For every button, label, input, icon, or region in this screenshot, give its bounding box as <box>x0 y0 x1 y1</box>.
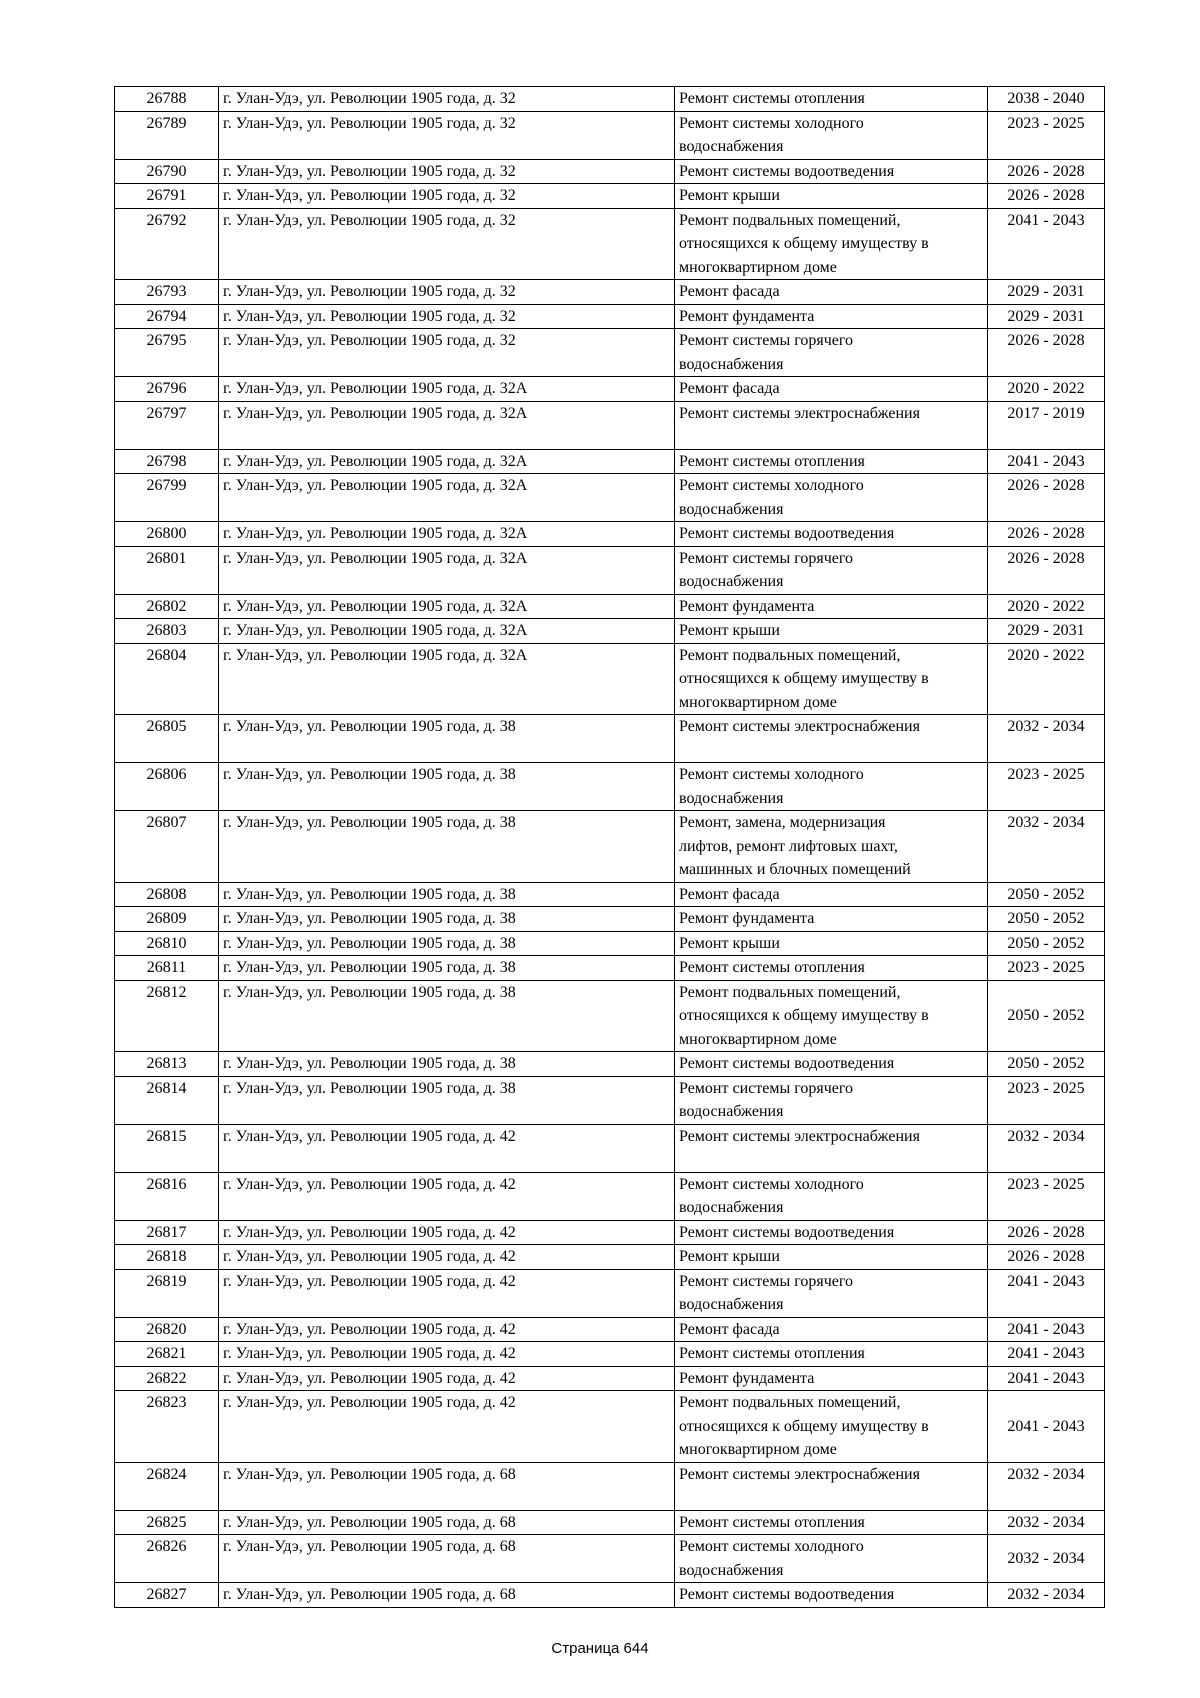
row-address: г. Улан-Удэ, ул. Революции 1905 года, д. 42 <box>219 1220 675 1245</box>
row-number: 26818 <box>115 1245 219 1270</box>
row-number: 26823 <box>115 1391 219 1463</box>
row-work-type: Ремонт крыши <box>675 1245 988 1270</box>
row-period: 2032 - 2034 <box>988 715 1105 763</box>
table-row <box>115 594 1105 619</box>
row-number: 26815 <box>115 1124 219 1172</box>
row-period: 2032 - 2034 <box>988 1583 1105 1608</box>
row-number: 26790 <box>115 159 219 184</box>
row-address: г. Улан-Удэ, ул. Революции 1905 года, д. 32 <box>219 280 675 305</box>
row-work-type: Ремонт фасада <box>675 882 988 907</box>
row-number: 26798 <box>115 449 219 474</box>
row-address: г. Улан-Удэ, ул. Революции 1905 года, д. 68 <box>219 1535 675 1583</box>
table-row <box>115 1172 1105 1220</box>
row-number: 26796 <box>115 377 219 402</box>
table-row <box>115 1366 1105 1391</box>
row-number: 26791 <box>115 184 219 209</box>
row-address: г. Улан-Удэ, ул. Революции 1905 года, д. 32А <box>219 474 675 522</box>
row-address: г. Улан-Удэ, ул. Революции 1905 года, д. 32А <box>219 449 675 474</box>
row-work-type: Ремонт системы водоотведения <box>675 1583 988 1608</box>
row-address: г. Улан-Удэ, ул. Революции 1905 года, д. 38 <box>219 763 675 811</box>
row-address: г. Улан-Удэ, ул. Революции 1905 года, д. 32А <box>219 594 675 619</box>
row-number: 26801 <box>115 546 219 594</box>
row-number: 26792 <box>115 208 219 280</box>
row-period: 2050 - 2052 <box>988 1052 1105 1077</box>
row-work-type: Ремонт системы холодного водоснабжения <box>675 1535 988 1583</box>
row-period: 2026 - 2028 <box>988 159 1105 184</box>
row-address: г. Улан-Удэ, ул. Революции 1905 года, д. 38 <box>219 907 675 932</box>
row-period: 2026 - 2028 <box>988 474 1105 522</box>
row-number: 26808 <box>115 882 219 907</box>
table-row <box>115 882 1105 907</box>
row-address: г. Улан-Удэ, ул. Революции 1905 года, д. 32А <box>219 546 675 594</box>
row-address: г. Улан-Удэ, ул. Революции 1905 года, д. 38 <box>219 1052 675 1077</box>
row-period: 2050 - 2052 <box>988 907 1105 932</box>
table-row <box>115 907 1105 932</box>
row-period: 2020 - 2022 <box>988 377 1105 402</box>
row-work-type: Ремонт крыши <box>675 619 988 644</box>
row-work-type: Ремонт системы горячего водоснабжения <box>675 1076 988 1124</box>
row-period: 2026 - 2028 <box>988 522 1105 547</box>
row-number: 26811 <box>115 956 219 981</box>
row-work-type: Ремонт системы водоотведения <box>675 1052 988 1077</box>
row-work-type: Ремонт подвальных помещений, относящихся к общему имуществу в многоквартирном доме <box>675 208 988 280</box>
row-address: г. Улан-Удэ, ул. Революции 1905 года, д. 38 <box>219 715 675 763</box>
row-address: г. Улан-Удэ, ул. Революции 1905 года, д. 68 <box>219 1462 675 1510</box>
row-number: 26788 <box>115 87 219 112</box>
row-period: 2029 - 2031 <box>988 304 1105 329</box>
row-address: г. Улан-Удэ, ул. Революции 1905 года, д. 38 <box>219 931 675 956</box>
table-row <box>115 377 1105 402</box>
row-period: 2026 - 2028 <box>988 184 1105 209</box>
row-number: 26799 <box>115 474 219 522</box>
row-work-type: Ремонт фасада <box>675 1317 988 1342</box>
table-row <box>115 159 1105 184</box>
row-work-type: Ремонт фасада <box>675 280 988 305</box>
row-period: 2041 - 2043 <box>988 1391 1105 1463</box>
row-number: 26793 <box>115 280 219 305</box>
row-number: 26814 <box>115 1076 219 1124</box>
table-row <box>115 1220 1105 1245</box>
table-row <box>115 401 1105 449</box>
row-number: 26805 <box>115 715 219 763</box>
row-work-type: Ремонт системы отопления <box>675 1342 988 1367</box>
row-number: 26809 <box>115 907 219 932</box>
row-number: 26820 <box>115 1317 219 1342</box>
row-period: 2041 - 2043 <box>988 208 1105 280</box>
row-period: 2023 - 2025 <box>988 111 1105 159</box>
row-address: г. Улан-Удэ, ул. Революции 1905 года, д. 32А <box>219 643 675 715</box>
row-address: г. Улан-Удэ, ул. Революции 1905 года, д. 38 <box>219 882 675 907</box>
row-period: 2026 - 2028 <box>988 329 1105 377</box>
row-period: 2017 - 2019 <box>988 401 1105 449</box>
row-work-type: Ремонт системы холодного водоснабжения <box>675 474 988 522</box>
table-row <box>115 980 1105 1052</box>
row-number: 26813 <box>115 1052 219 1077</box>
row-address: г. Улан-Удэ, ул. Революции 1905 года, д. 32 <box>219 159 675 184</box>
row-address: г. Улан-Удэ, ул. Революции 1905 года, д. 32А <box>219 401 675 449</box>
row-work-type: Ремонт системы отопления <box>675 1510 988 1535</box>
row-work-type: Ремонт системы горячего водоснабжения <box>675 1269 988 1317</box>
table-row <box>115 1052 1105 1077</box>
row-number: 26789 <box>115 111 219 159</box>
row-period: 2029 - 2031 <box>988 619 1105 644</box>
page-number: Страница 644 <box>551 1640 649 1657</box>
row-period: 2032 - 2034 <box>988 811 1105 883</box>
row-address: г. Улан-Удэ, ул. Революции 1905 года, д. 38 <box>219 956 675 981</box>
row-work-type: Ремонт подвальных помещений, относящихся к общему имуществу в многоквартирном доме <box>675 980 988 1052</box>
row-number: 26797 <box>115 401 219 449</box>
table-body <box>115 87 1105 1608</box>
row-work-type: Ремонт системы электроснабжения <box>675 1462 988 1510</box>
row-work-type: Ремонт фундамента <box>675 594 988 619</box>
row-period: 2029 - 2031 <box>988 280 1105 305</box>
row-work-type: Ремонт системы холодного водоснабжения <box>675 1172 988 1220</box>
row-address: г. Улан-Удэ, ул. Революции 1905 года, д. 38 <box>219 980 675 1052</box>
row-work-type: Ремонт системы отопления <box>675 87 988 112</box>
row-number: 26794 <box>115 304 219 329</box>
row-period: 2041 - 2043 <box>988 1342 1105 1367</box>
row-work-type: Ремонт системы отопления <box>675 956 988 981</box>
row-work-type: Ремонт фундамента <box>675 304 988 329</box>
row-address: г. Улан-Удэ, ул. Революции 1905 года, д. 32 <box>219 111 675 159</box>
row-address: г. Улан-Удэ, ул. Революции 1905 года, д. 32А <box>219 619 675 644</box>
table-row <box>115 474 1105 522</box>
table-row <box>115 715 1105 763</box>
row-number: 26827 <box>115 1583 219 1608</box>
row-period: 2041 - 2043 <box>988 1317 1105 1342</box>
table-row <box>115 449 1105 474</box>
row-number: 26822 <box>115 1366 219 1391</box>
row-number: 26817 <box>115 1220 219 1245</box>
row-work-type: Ремонт системы горячего водоснабжения <box>675 329 988 377</box>
row-address: г. Улан-Удэ, ул. Революции 1905 года, д. 32 <box>219 329 675 377</box>
row-work-type: Ремонт крыши <box>675 184 988 209</box>
row-period: 2020 - 2022 <box>988 594 1105 619</box>
row-address: г. Улан-Удэ, ул. Революции 1905 года, д. 42 <box>219 1317 675 1342</box>
row-number: 26795 <box>115 329 219 377</box>
row-work-type: Ремонт системы водоотведения <box>675 522 988 547</box>
row-address: г. Улан-Удэ, ул. Революции 1905 года, д. 68 <box>219 1583 675 1608</box>
table-row <box>115 1269 1105 1317</box>
row-address: г. Улан-Удэ, ул. Революции 1905 года, д. 42 <box>219 1391 675 1463</box>
table-row <box>115 304 1105 329</box>
table-row <box>115 1076 1105 1124</box>
row-address: г. Улан-Удэ, ул. Революции 1905 года, д. 42 <box>219 1366 675 1391</box>
row-work-type: Ремонт фундамента <box>675 1366 988 1391</box>
table-row <box>115 1317 1105 1342</box>
row-address: г. Улан-Удэ, ул. Революции 1905 года, д. 32 <box>219 87 675 112</box>
table-row <box>115 811 1105 883</box>
table-row <box>115 522 1105 547</box>
repair-schedule-table <box>114 86 1105 1608</box>
table-row <box>115 208 1105 280</box>
row-period: 2020 - 2022 <box>988 643 1105 715</box>
table-row <box>115 956 1105 981</box>
row-work-type: Ремонт системы электроснабжения <box>675 401 988 449</box>
row-address: г. Улан-Удэ, ул. Революции 1905 года, д. 42 <box>219 1245 675 1270</box>
row-work-type: Ремонт системы горячего водоснабжения <box>675 546 988 594</box>
row-work-type: Ремонт подвальных помещений, относящихся к общему имуществу в многоквартирном доме <box>675 1391 988 1463</box>
table-row <box>115 329 1105 377</box>
row-address: г. Улан-Удэ, ул. Революции 1905 года, д. 32 <box>219 304 675 329</box>
row-address: г. Улан-Удэ, ул. Революции 1905 года, д. 38 <box>219 1076 675 1124</box>
row-address: г. Улан-Удэ, ул. Революции 1905 года, д. 42 <box>219 1342 675 1367</box>
row-number: 26804 <box>115 643 219 715</box>
row-period: 2041 - 2043 <box>988 1269 1105 1317</box>
row-period: 2050 - 2052 <box>988 931 1105 956</box>
row-work-type: Ремонт фундамента <box>675 907 988 932</box>
row-period: 2023 - 2025 <box>988 956 1105 981</box>
row-period: 2032 - 2034 <box>988 1535 1105 1583</box>
row-period: 2050 - 2052 <box>988 980 1105 1052</box>
table-row <box>115 931 1105 956</box>
row-address: г. Улан-Удэ, ул. Революции 1905 года, д. 32 <box>219 184 675 209</box>
table-row <box>115 87 1105 112</box>
row-number: 26824 <box>115 1462 219 1510</box>
row-period: 2026 - 2028 <box>988 546 1105 594</box>
row-number: 26802 <box>115 594 219 619</box>
row-period: 2026 - 2028 <box>988 1245 1105 1270</box>
table-row <box>115 546 1105 594</box>
row-work-type: Ремонт крыши <box>675 931 988 956</box>
row-period: 2038 - 2040 <box>988 87 1105 112</box>
row-period: 2023 - 2025 <box>988 1076 1105 1124</box>
row-number: 26803 <box>115 619 219 644</box>
table-row <box>115 111 1105 159</box>
row-work-type: Ремонт системы водоотведения <box>675 159 988 184</box>
row-work-type: Ремонт системы отопления <box>675 449 988 474</box>
row-period: 2041 - 2043 <box>988 1366 1105 1391</box>
row-period: 2023 - 2025 <box>988 1172 1105 1220</box>
row-number: 26807 <box>115 811 219 883</box>
row-number: 26816 <box>115 1172 219 1220</box>
row-period: 2026 - 2028 <box>988 1220 1105 1245</box>
row-period: 2041 - 2043 <box>988 449 1105 474</box>
row-work-type: Ремонт системы водоотведения <box>675 1220 988 1245</box>
table-row <box>115 1510 1105 1535</box>
row-number: 26810 <box>115 931 219 956</box>
table-row <box>115 1342 1105 1367</box>
table-row <box>115 1462 1105 1510</box>
row-number: 26821 <box>115 1342 219 1367</box>
row-work-type: Ремонт системы электроснабжения <box>675 715 988 763</box>
row-period: 2023 - 2025 <box>988 763 1105 811</box>
table-row <box>115 1535 1105 1583</box>
row-address: г. Улан-Удэ, ул. Революции 1905 года, д. 42 <box>219 1172 675 1220</box>
table-row <box>115 280 1105 305</box>
row-number: 26819 <box>115 1269 219 1317</box>
row-period: 2050 - 2052 <box>988 882 1105 907</box>
row-period: 2032 - 2034 <box>988 1124 1105 1172</box>
table-row <box>115 1124 1105 1172</box>
row-work-type: Ремонт фасада <box>675 377 988 402</box>
row-address: г. Улан-Удэ, ул. Революции 1905 года, д. 32 <box>219 208 675 280</box>
row-work-type: Ремонт системы холодного водоснабжения <box>675 763 988 811</box>
row-work-type: Ремонт системы холодного водоснабжения <box>675 111 988 159</box>
row-address: г. Улан-Удэ, ул. Революции 1905 года, д. 32А <box>219 522 675 547</box>
row-number: 26806 <box>115 763 219 811</box>
row-number: 26812 <box>115 980 219 1052</box>
table-row <box>115 1583 1105 1608</box>
repair-schedule-sheet <box>114 86 1105 1608</box>
row-number: 26825 <box>115 1510 219 1535</box>
row-number: 26800 <box>115 522 219 547</box>
row-number: 26826 <box>115 1535 219 1583</box>
page-footer <box>0 1640 1200 1657</box>
table-row <box>115 1391 1105 1463</box>
row-work-type: Ремонт, замена, модернизация лифтов, ремонт лифтовых шахт, машинных и блочных помещений <box>675 811 988 883</box>
row-work-type: Ремонт системы электроснабжения <box>675 1124 988 1172</box>
table-row <box>115 1245 1105 1270</box>
table-row <box>115 763 1105 811</box>
row-address: г. Улан-Удэ, ул. Революции 1905 года, д. 68 <box>219 1510 675 1535</box>
table-row <box>115 619 1105 644</box>
row-address: г. Улан-Удэ, ул. Революции 1905 года, д. 42 <box>219 1124 675 1172</box>
row-address: г. Улан-Удэ, ул. Революции 1905 года, д. 42 <box>219 1269 675 1317</box>
row-period: 2032 - 2034 <box>988 1510 1105 1535</box>
row-address: г. Улан-Удэ, ул. Революции 1905 года, д. 38 <box>219 811 675 883</box>
row-period: 2032 - 2034 <box>988 1462 1105 1510</box>
row-work-type: Ремонт подвальных помещений, относящихся к общему имуществу в многоквартирном доме <box>675 643 988 715</box>
table-row <box>115 643 1105 715</box>
table-row <box>115 184 1105 209</box>
row-address: г. Улан-Удэ, ул. Революции 1905 года, д. 32А <box>219 377 675 402</box>
